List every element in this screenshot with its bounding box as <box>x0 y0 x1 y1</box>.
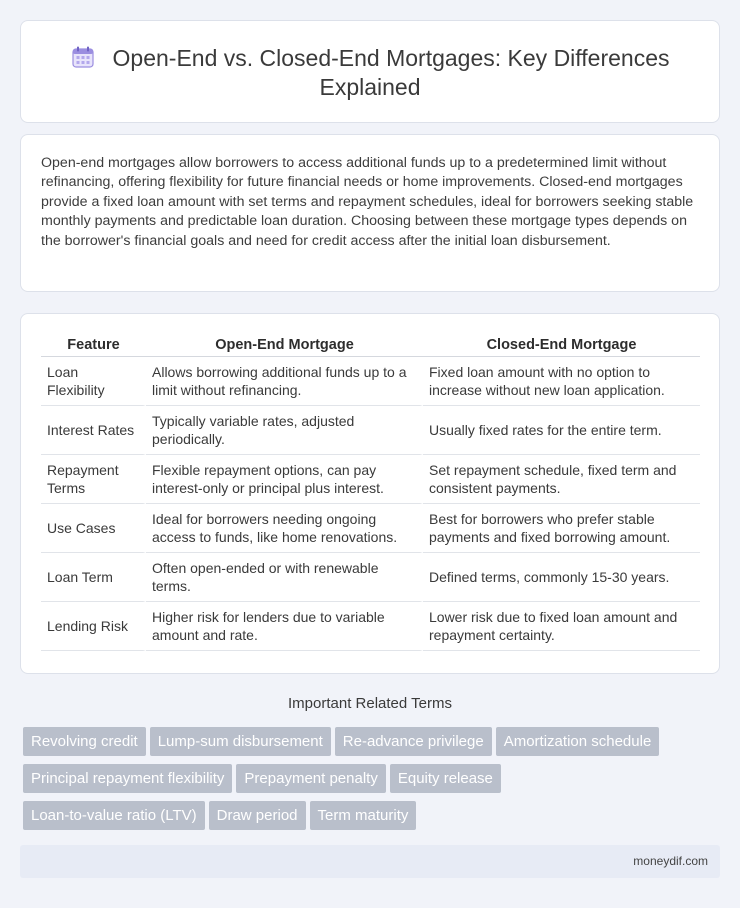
related-term-tag[interactable]: Loan-to-value ratio (LTV) <box>23 801 205 830</box>
table-row <box>41 602 700 651</box>
open-end-cell: Higher risk for lenders due to variable amount and rate. <box>146 602 423 651</box>
related-term-tag[interactable]: Revolving credit <box>23 727 146 756</box>
related-term-tag[interactable]: Term maturity <box>310 801 417 830</box>
feature-cell: Repayment Terms <box>41 455 146 504</box>
open-end-cell: Typically variable rates, adjusted periodically. <box>146 406 423 455</box>
open-end-cell: Ideal for borrowers needing ongoing access to funds, like home renovations. <box>146 504 423 553</box>
closed-end-cell: Defined terms, commonly 15-30 years. <box>423 553 700 602</box>
related-term-tag[interactable]: Equity release <box>390 764 501 793</box>
related-term-tag[interactable]: Draw period <box>209 801 306 830</box>
table-row <box>41 406 700 455</box>
footer-site-name[interactable]: moneydif.com <box>633 854 708 868</box>
footer-bar <box>20 845 720 878</box>
feature-cell: Lending Risk <box>41 602 146 651</box>
page-title-container <box>21 44 719 102</box>
closed-end-cell: Set repayment schedule, fixed term and consistent payments. <box>423 455 700 504</box>
table-row <box>41 504 700 553</box>
table-header-row <box>41 334 700 357</box>
closed-end-cell: Fixed loan amount with no option to increase without new loan application. <box>423 357 700 406</box>
related-term-tag[interactable]: Principal repayment flexibility <box>23 764 232 793</box>
intro-paragraph: Open-end mortgages allow borrowers to access additional funds up to a predetermined limit without refinancing, offering flexibility for future financial needs or home improvements. Closed-end mortgages provide a fixed loan amount with set terms and repayment schedules, ideal for borrowers seeking stable monthly payments and predictable loan duration. Choosing between these mortgage types depends on the borrower's financial goals and need for credit access after the initial loan disbursement. <box>41 155 694 249</box>
open-end-cell: Often open-ended or with renewable terms. <box>146 553 423 602</box>
page-title: Open-End vs. Closed-End Mortgages: Key Differences Explained <box>112 45 670 100</box>
open-end-cell: Flexible repayment options, can pay interest-only or principal plus interest. <box>146 455 423 504</box>
header-closed-end: Closed-End Mortgage <box>423 334 700 357</box>
header-feature: Feature <box>41 334 146 357</box>
intro-card <box>20 134 720 292</box>
table-row <box>41 357 700 406</box>
comparison-card <box>20 313 720 674</box>
title-card <box>20 20 720 123</box>
closed-end-cell: Lower risk due to fixed loan amount and repayment certainty. <box>423 602 700 651</box>
calendar-icon <box>71 45 95 69</box>
feature-cell: Loan Term <box>41 553 146 602</box>
closed-end-cell: Best for borrowers who prefer stable payments and fixed borrowing amount. <box>423 504 700 553</box>
related-terms-heading: Important Related Terms <box>288 695 452 712</box>
table-row <box>41 553 700 602</box>
related-term-tag[interactable]: Amortization schedule <box>496 727 660 756</box>
related-term-tag[interactable]: Lump-sum disbursement <box>150 727 331 756</box>
open-end-cell: Allows borrowing additional funds up to a limit without refinancing. <box>146 357 423 406</box>
related-term-tag[interactable]: Re-advance privilege <box>335 727 492 756</box>
related-terms-list <box>23 727 713 838</box>
feature-cell: Loan Flexibility <box>41 357 146 406</box>
comparison-table <box>41 334 700 651</box>
feature-cell: Interest Rates <box>41 406 146 455</box>
closed-end-cell: Usually fixed rates for the entire term. <box>423 406 700 455</box>
feature-cell: Use Cases <box>41 504 146 553</box>
header-open-end: Open-End Mortgage <box>146 334 423 357</box>
related-term-tag[interactable]: Prepayment penalty <box>236 764 385 793</box>
table-row <box>41 455 700 504</box>
